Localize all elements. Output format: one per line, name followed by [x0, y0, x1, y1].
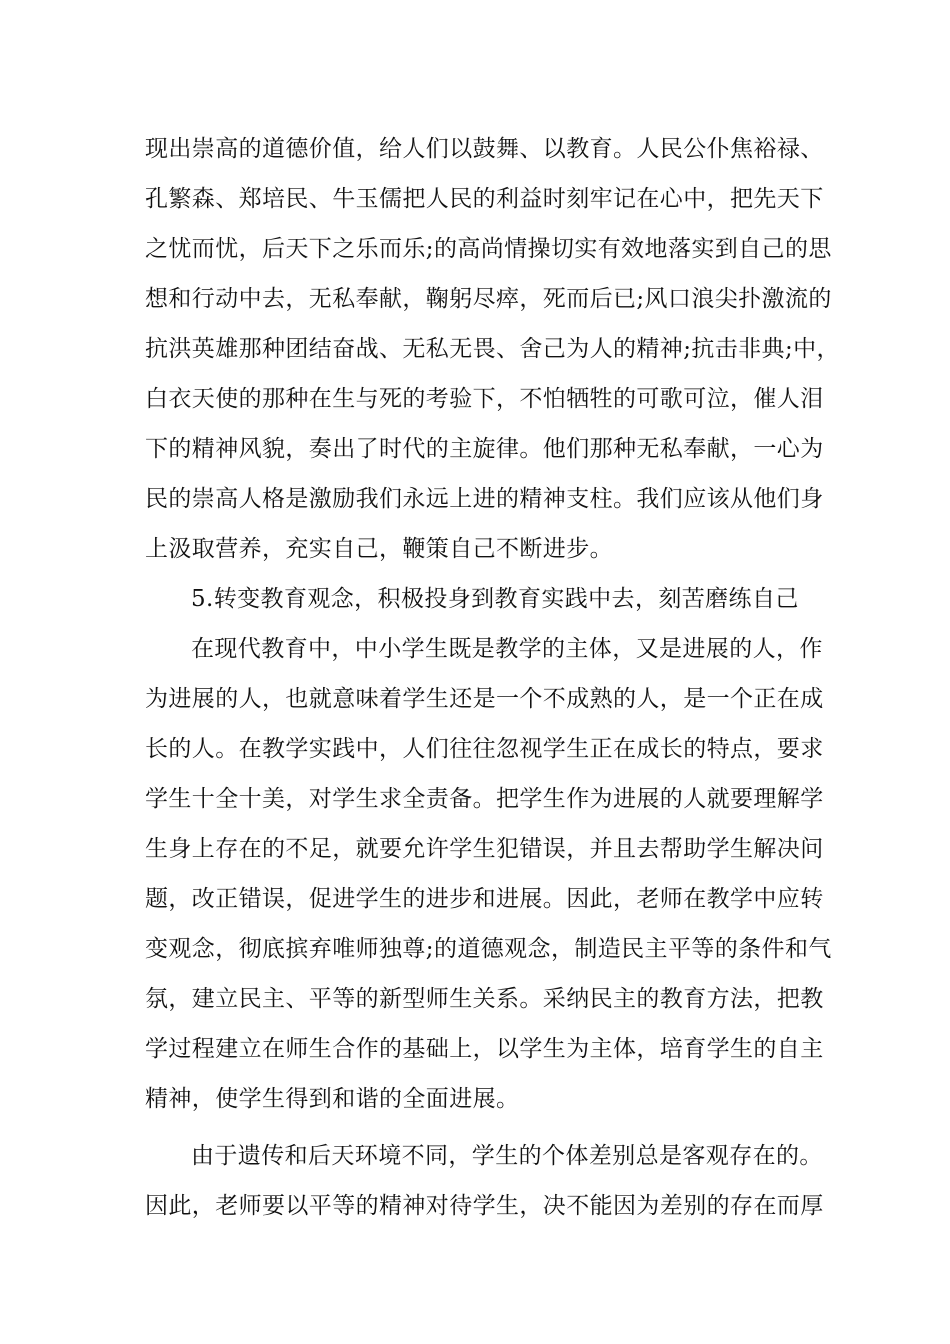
section-heading: 5.转变教育观念，积极投身到教育实践中去，刻苦磨练自己: [191, 586, 799, 612]
text-line: 精神，使学生得到和谐的全面进展。: [145, 1086, 520, 1112]
text-line: 孔繁森、郑培民、牛玉儒把人民的利益时刻牢记在心中，把先天下: [145, 186, 824, 212]
text-line: 在现代教育中，中小学生既是教学的主体，又是进展的人，作: [191, 636, 823, 662]
text-line: 白衣天使的那种在生与死的考验下，不怕牺牲的可歌可泣，催人泪: [145, 386, 824, 412]
text-line: 生身上存在的不足，就要允许学生犯错误，并且去帮助学生解决问: [145, 836, 824, 862]
text-line: 因此，老师要以平等的精神对待学生，决不能因为差别的存在而厚: [145, 1193, 824, 1219]
text-line: 氛，建立民主、平等的新型师生关系。采纳民主的教育方法，把教: [145, 986, 824, 1012]
text-line: 题，改正错误，促进学生的进步和进展。因此，老师在教学中应转: [145, 886, 824, 912]
text-line: 变观念，彻底摈弃唯师独尊;的道德观念，制造民主平等的条件和气: [145, 936, 832, 962]
text-line: 学生十全十美，对学生求全责备。把学生作为进展的人就要理解学: [145, 786, 824, 812]
text-line: 学过程建立在师生合作的基础上，以学生为主体，培育学生的自主: [145, 1036, 824, 1062]
text-line: 民的崇高人格是激励我们永远上进的精神支柱。我们应该从他们身: [145, 486, 824, 512]
text-line: 之忧而忧，后天下之乐而乐;的高尚情操切实有效地落实到自己的思: [145, 236, 832, 262]
text-line: 现出崇高的道德价值，给人们以鼓舞、以教育。人民公仆焦裕禄、: [145, 136, 824, 162]
text-line: 想和行动中去，无私奉献，鞠躬尽瘁，死而后已;风口浪尖扑激流的: [145, 286, 832, 312]
text-line: 长的人。在教学实践中，人们往往忽视学生正在成长的特点，要求: [145, 736, 824, 762]
text-line: 为进展的人，也就意味着学生还是一个不成熟的人，是一个正在成: [145, 686, 824, 712]
text-line: 下的精神风貌，奏出了时代的主旋律。他们那种无私奉献，一心为: [145, 436, 824, 462]
text-line: 由于遗传和后天环境不同，学生的个体差别总是客观存在的。: [191, 1143, 823, 1169]
text-line: 上汲取营养，充实自己，鞭策自己不断进步。: [145, 536, 613, 562]
text-line: 抗洪英雄那种团结奋战、无私无畏、舍己为人的精神;抗击非典;中，: [145, 336, 840, 362]
